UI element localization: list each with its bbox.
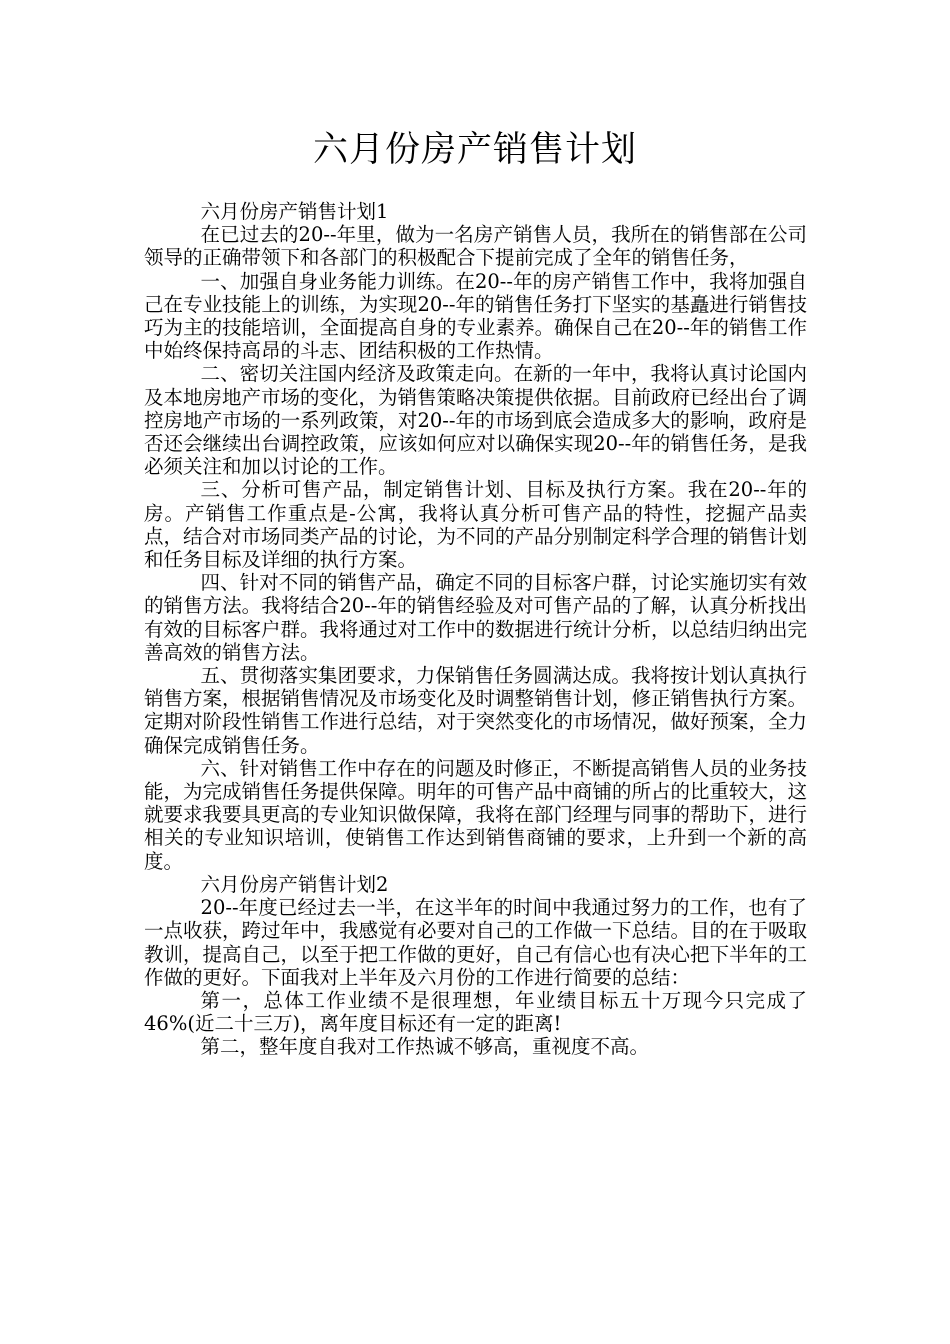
paragraph-first: 第一，总体工作业绩不是很理想，年业绩目标五十万现今只完成了46%(近二十三万)，离年度目标还有一定的距离! <box>144 988 807 1036</box>
section-heading-plan-2: 六月份房产销售计划2 <box>200 872 389 896</box>
section-heading-plan-1: 六月份房产销售计划1 <box>200 200 389 223</box>
paragraph-point-3: 三、分析可售产品，制定销售计划、目标及执行方案。我在20--年的房。产销售工作重点是-公寓，我将认真分析可售产品的特性，挖掘产品卖点，结合对市场同类产品的讨论，为不同的产品分别制定科学合理的销售计划和任务目标及详细的执行方案。 <box>144 478 808 572</box>
paragraph-point-4: 四、针对不同的销售产品，确定不同的目标客户群，讨论实施切实有效的销售方法。我将结合20--年的销售经验及对可售产品的了解，认真分析找出有效的目标客户群。我将通过对工作中的数据进行统计分析，以总结归纳出完善高效的销售方法。 <box>144 571 808 664</box>
paragraph-point-1: 一、加强自身业务能力训练。在20--年的房产销售工作中，我将加强自己在专业技能上的训练，为实现20--年的销售任务打下坚实的基矗进行销售技巧为主的技能培训，全面提高自身的专业素养。确保自己在20--年的销售工作中始终保持高昂的斗志、团结积极的工作热情。 <box>144 269 807 363</box>
paragraph-point-6: 六、针对销售工作中存在的问题及时修正，不断提高销售人员的业务技能，为完成销售任务提供保障。明年的可售产品中商铺的所占的比重较大，这就要求我要具更高的专业知识做保障，我将在部门经理与同事的帮助下，进行相关的专业知识培训，使销售工作达到销售商铺的要求，上升到一个新的高度。 <box>144 756 808 873</box>
paragraph-point-5: 五、贯彻落实集团要求，力保销售任务圆满达成。我将按计划认真执行销售方案，根据销售情况及市场变化及时调整销售计划，修正销售执行方案。定期对阶段性销售工作进行总结，对于突然变化的市场情况，做好预案，全力确保完成销售任务。 <box>144 664 808 757</box>
paragraph-second: 第二，整年度自我对工作热诚不够高，重视度不高。 <box>200 1035 650 1059</box>
document-body <box>144 200 807 1059</box>
paragraph-half-year-summary: 20--年度已经过去一半，在这半年的时间中我通过努力的工作，也有了一点收获，跨过年中，我感觉有必要对自己的工作做一下总结。目的在于吸取教训，提高自己，以至于把工作做的更好，自己有信心也有决心把下半年的工作做的更好。下面我对上半年及六月份的工作进行简要的总结： <box>144 896 808 989</box>
document-title: 六月份房产销售计划 <box>312 130 637 170</box>
paragraph-point-2: 二、密切关注国内经济及政策走向。在新的一年中，我将认真讨论国内及本地房地产市场的变化，为销售策略决策提供依据。目前政府已经出台了调控房地产市场的一系列政策，对20--年的市场到底会造成多大的影响，政府是否还会继续出台调控政策，应该如何应对以确保实现20--年的销售任务，是我必须关注和加以讨论的工作。 <box>144 362 808 479</box>
paragraph-intro: 在已过去的20--年里，做为一名房产销售人员，我所在的销售部在公司领导的正确带领下和各部门的积极配合下提前完成了全年的销售任务， <box>144 223 807 270</box>
